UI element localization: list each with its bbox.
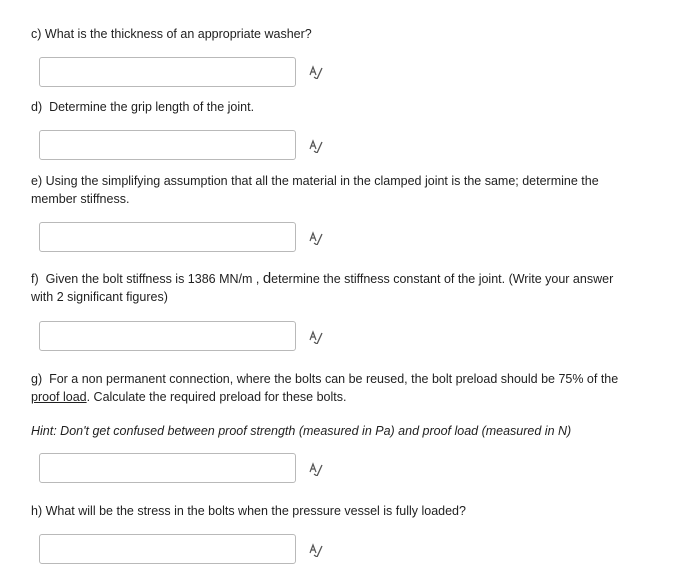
question-d-label: d) (31, 100, 43, 114)
question-d (31, 98, 254, 116)
answer-c-input[interactable] (39, 57, 296, 87)
question-g-text-pre: For a non permanent connection, where the bolts can be reused, the bolt preload should be 75% of the (49, 372, 619, 386)
question-f (31, 270, 621, 306)
question-c (31, 25, 312, 43)
spellcheck-icon[interactable] (309, 231, 323, 245)
question-f-text-big: d (262, 270, 272, 287)
question-h (31, 502, 466, 520)
answer-g-input[interactable] (39, 453, 296, 483)
spellcheck-icon[interactable] (309, 139, 323, 153)
answer-d-input[interactable] (39, 130, 296, 160)
spellcheck-icon[interactable] (309, 543, 323, 557)
question-h-label: h) (31, 504, 43, 518)
question-h-text: What will be the stress in the bolts when the pressure vessel is fully loaded? (45, 504, 466, 518)
question-f-text-pre: Given the bolt stiffness is 1386 MN/m , (45, 272, 263, 286)
question-c-text: What is the thickness of an appropriate washer? (44, 27, 312, 41)
answer-e-input[interactable] (39, 222, 296, 252)
question-f-label: f) (31, 272, 39, 286)
question-e-text: Using the simplifying assumption that all the material in the clamped joint is the same; determine the member stiffness. (31, 174, 599, 206)
spellcheck-icon[interactable] (309, 330, 323, 344)
question-f-text-post: etermine the stiffness constant of the joint. (Write your answer with 2 significant figures) (31, 272, 614, 304)
answer-f-input[interactable] (39, 321, 296, 351)
question-e-label: e) (31, 174, 43, 188)
spellcheck-icon[interactable] (309, 65, 323, 79)
answer-h-input[interactable] (39, 534, 296, 564)
question-g-hint: Hint: Don't get confused between proof strength (measured in Pa) and proof load (measured in N) (31, 424, 572, 438)
question-e (31, 172, 621, 208)
question-g (31, 370, 621, 406)
proof-load-link[interactable]: proof load (31, 390, 87, 404)
question-g-label: g) (31, 372, 43, 386)
question-c-label: c) (31, 27, 42, 41)
spellcheck-icon[interactable] (309, 462, 323, 476)
question-g-text-post: . Calculate the required preload for these bolts. (86, 390, 347, 404)
question-d-text: Determine the grip length of the joint. (49, 100, 255, 114)
